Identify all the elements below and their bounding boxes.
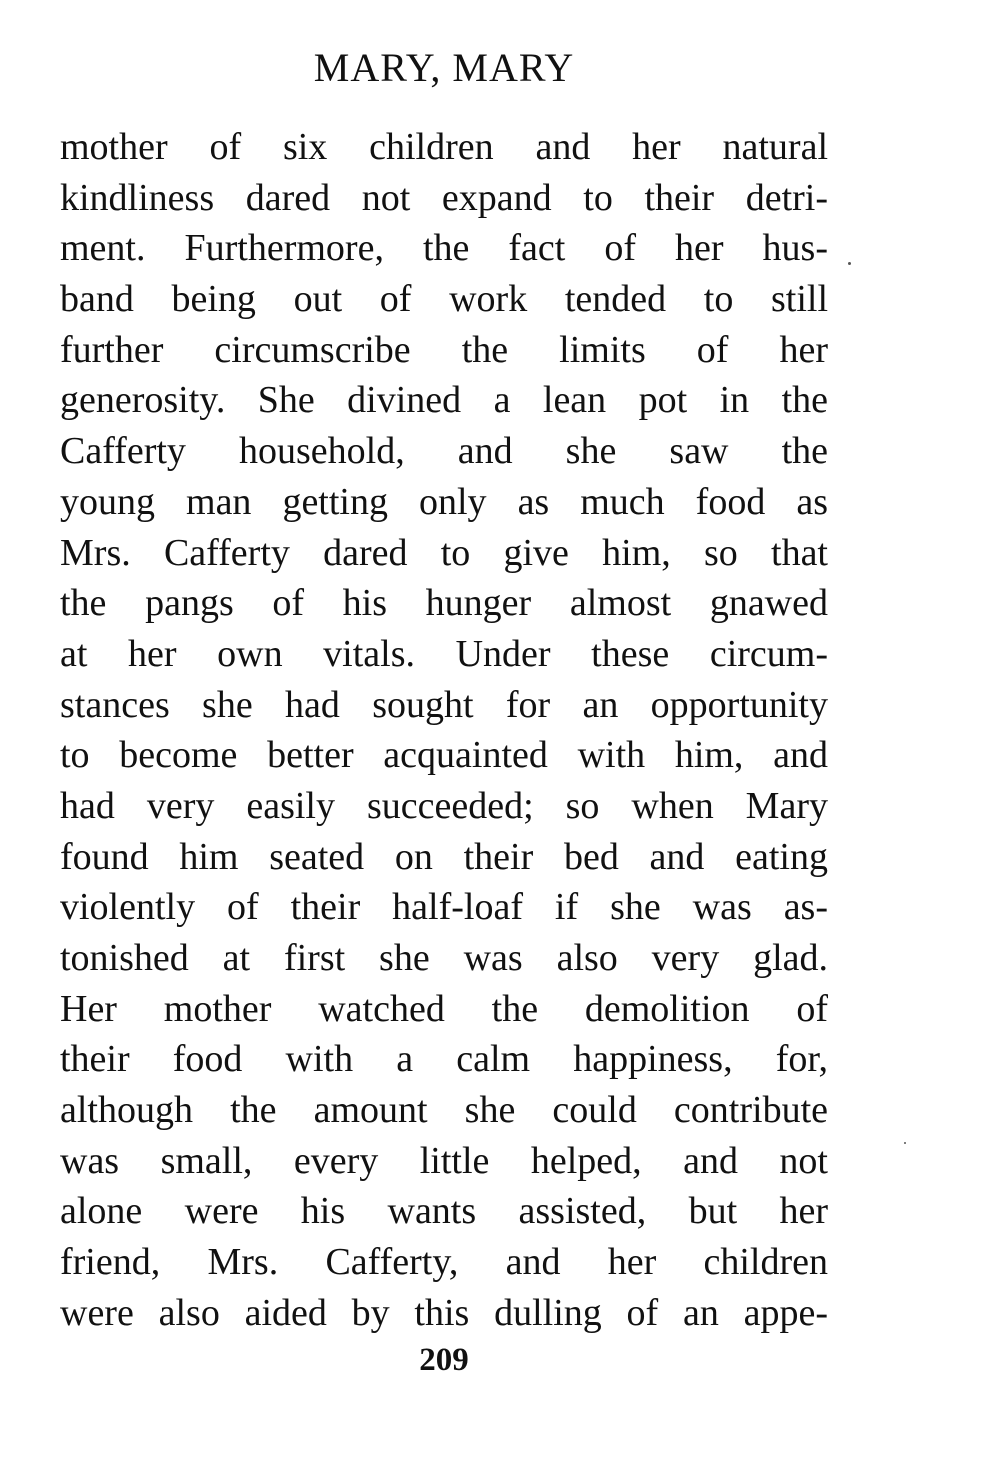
text-line: generosity. She divined a lean pot in the [60, 379, 828, 422]
text-line: kindliness dared not expand to their detri- [60, 176, 828, 219]
text-line: Cafferty household, and she saw the [60, 430, 828, 473]
page-number: 209 [419, 1342, 469, 1378]
text-line: ment. Furthermore, the fact of her hus- [60, 227, 828, 270]
text-line: were also aided by this dulling of an appe- [60, 1291, 828, 1334]
text-line: Mrs. Cafferty dared to give him, so that [60, 531, 828, 574]
text-line: mother of six children and her natural [60, 126, 828, 168]
text-line: young man getting only as much food as [60, 480, 828, 523]
text-line: friend, Mrs. Cafferty, and her children [60, 1241, 828, 1284]
text-line: had very easily succeeded; so when Mary [60, 784, 828, 827]
text-line: Her mother watched the demolition of [60, 987, 828, 1030]
text-line: at her own vitals. Under these circum- [60, 632, 828, 675]
running-head: MARY, MARY [313, 45, 575, 90]
text-line: further circumscribe the limits of her [60, 328, 828, 371]
text-line: tonished at first she was also very glad. [60, 937, 828, 979]
print-speck [848, 262, 851, 265]
text-line: band being out of work tended to still [60, 278, 828, 321]
text-line: the pangs of his hunger almost gnawed [60, 582, 828, 625]
text-line: violently of their half-loaf if she was as- [60, 886, 828, 929]
text-line: stances she had sought for an opportunity [60, 683, 828, 726]
print-speck [904, 1142, 906, 1144]
text-line: to become better acquainted with him, and [60, 734, 828, 777]
body-text [60, 122, 828, 1339]
text-line: their food with a calm happiness, for, [60, 1038, 828, 1081]
text-line: although the amount she could contribute [60, 1089, 828, 1132]
text-line: was small, every little helped, and not [60, 1139, 828, 1182]
text-line: found him seated on their bed and eating [60, 835, 828, 878]
text-line: alone were his wants assisted, but her [60, 1190, 828, 1233]
